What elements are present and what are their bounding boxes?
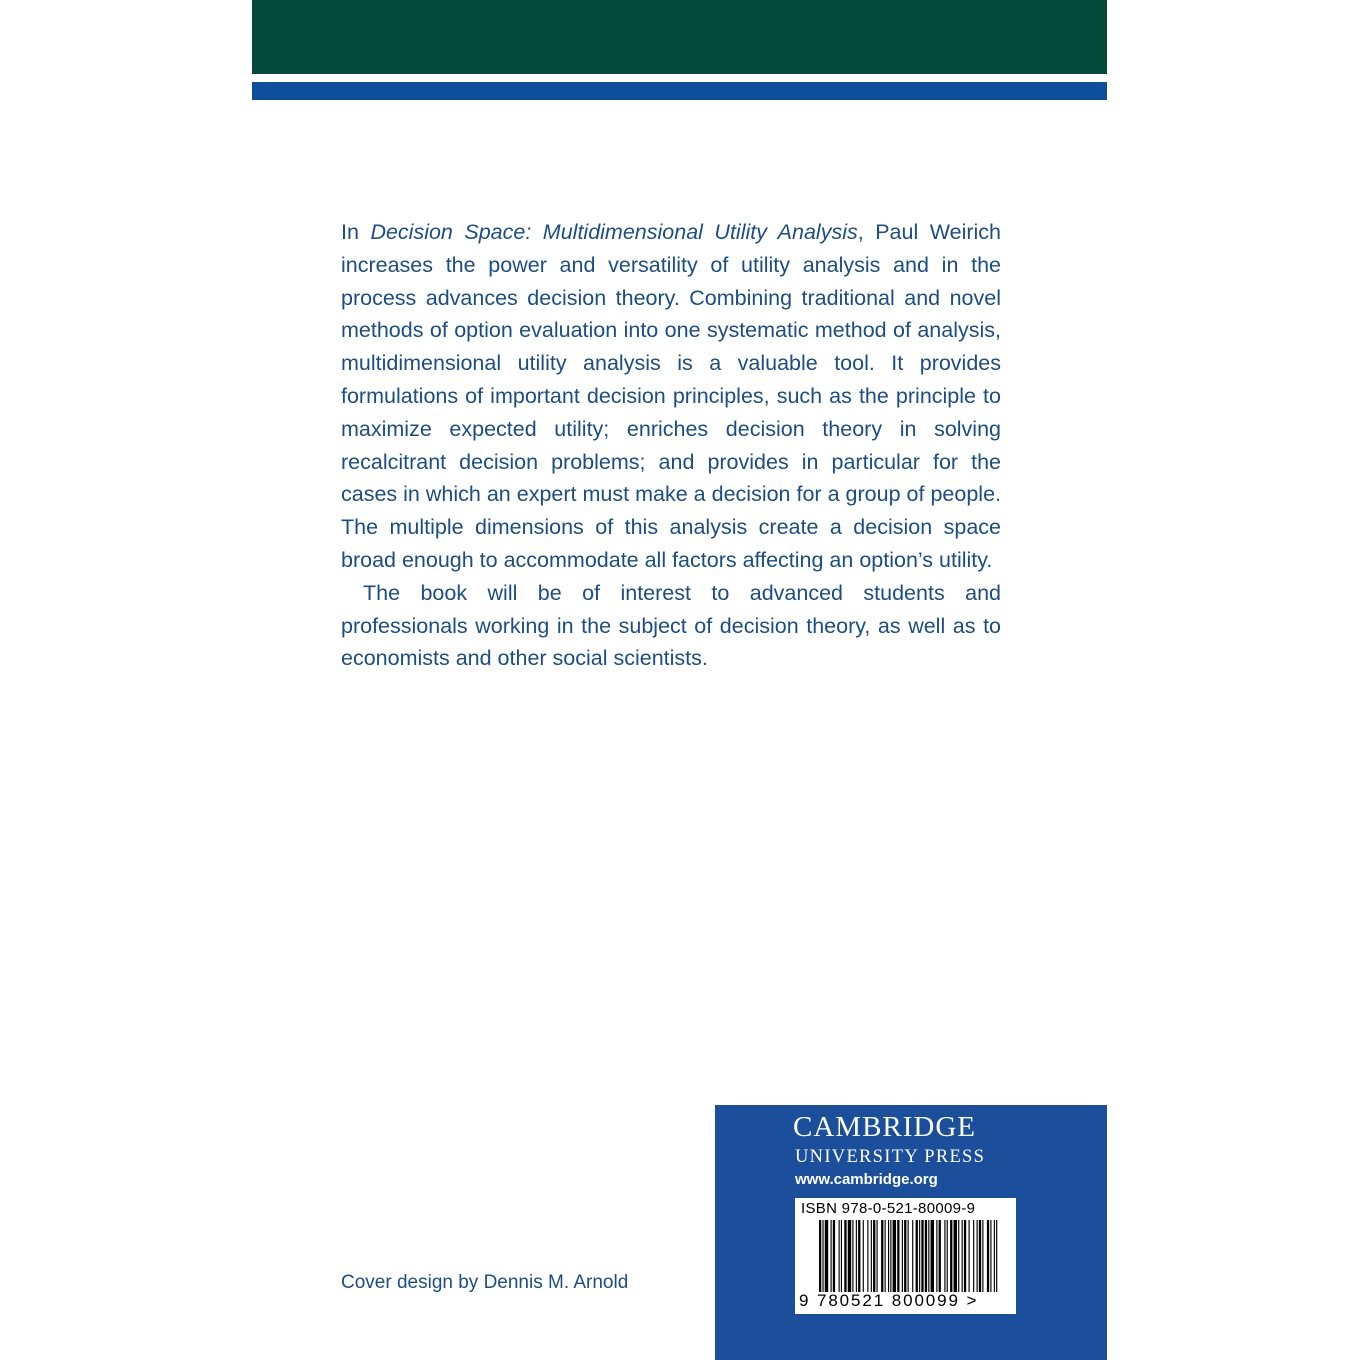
blurb-lead: In	[341, 220, 371, 244]
top-color-band	[252, 0, 1107, 74]
blurb-body: , Paul Weirich increases the power and versatility of utility analysis and in the process advances decision theory. Combining traditional and novel methods of option evaluation into one systematic method of analysis, multidimensional utility analysis is a valuable tool. It provides formulations of important decision principles, such as the principle to maximize expected utility; enriches decision theory in solving recalcitrant decision problems; and provides in particular for the cases in which an expert must make a decision for a group of people. The multiple dimensions of this analysis create a decision space broad enough to accommodate all factors affecting an option’s utility.	[341, 220, 1002, 572]
book-blurb	[341, 216, 1001, 675]
isbn-number: ISBN 978-0-521-80009-9	[801, 1200, 976, 1217]
book-back-cover	[252, 0, 1107, 1360]
blurb-paragraph-1	[341, 216, 1001, 577]
book-title: Decision Space: Multidimensional Utility Analysis	[370, 220, 858, 244]
publisher-box	[715, 1105, 1107, 1360]
blurb-paragraph-2: The book will be of interest to advanced students and professionals working in the subject of decision theory, as well as to economists and other social scientists.	[341, 580, 1001, 671]
publisher-url: www.cambridge.org	[795, 1171, 938, 1188]
publisher-logo-name: CAMBRIDGE	[793, 1111, 977, 1143]
cover-design-credit: Cover design by Dennis M. Arnold	[341, 1272, 629, 1293]
isbn-barcode	[795, 1198, 1016, 1314]
barcode-bars-icon	[819, 1220, 999, 1292]
accent-stripe	[252, 82, 1107, 100]
publisher-logo-sub: UNIVERSITY PRESS	[795, 1147, 986, 1167]
ean-digits: 9 780521 800099 >	[799, 1291, 979, 1310]
